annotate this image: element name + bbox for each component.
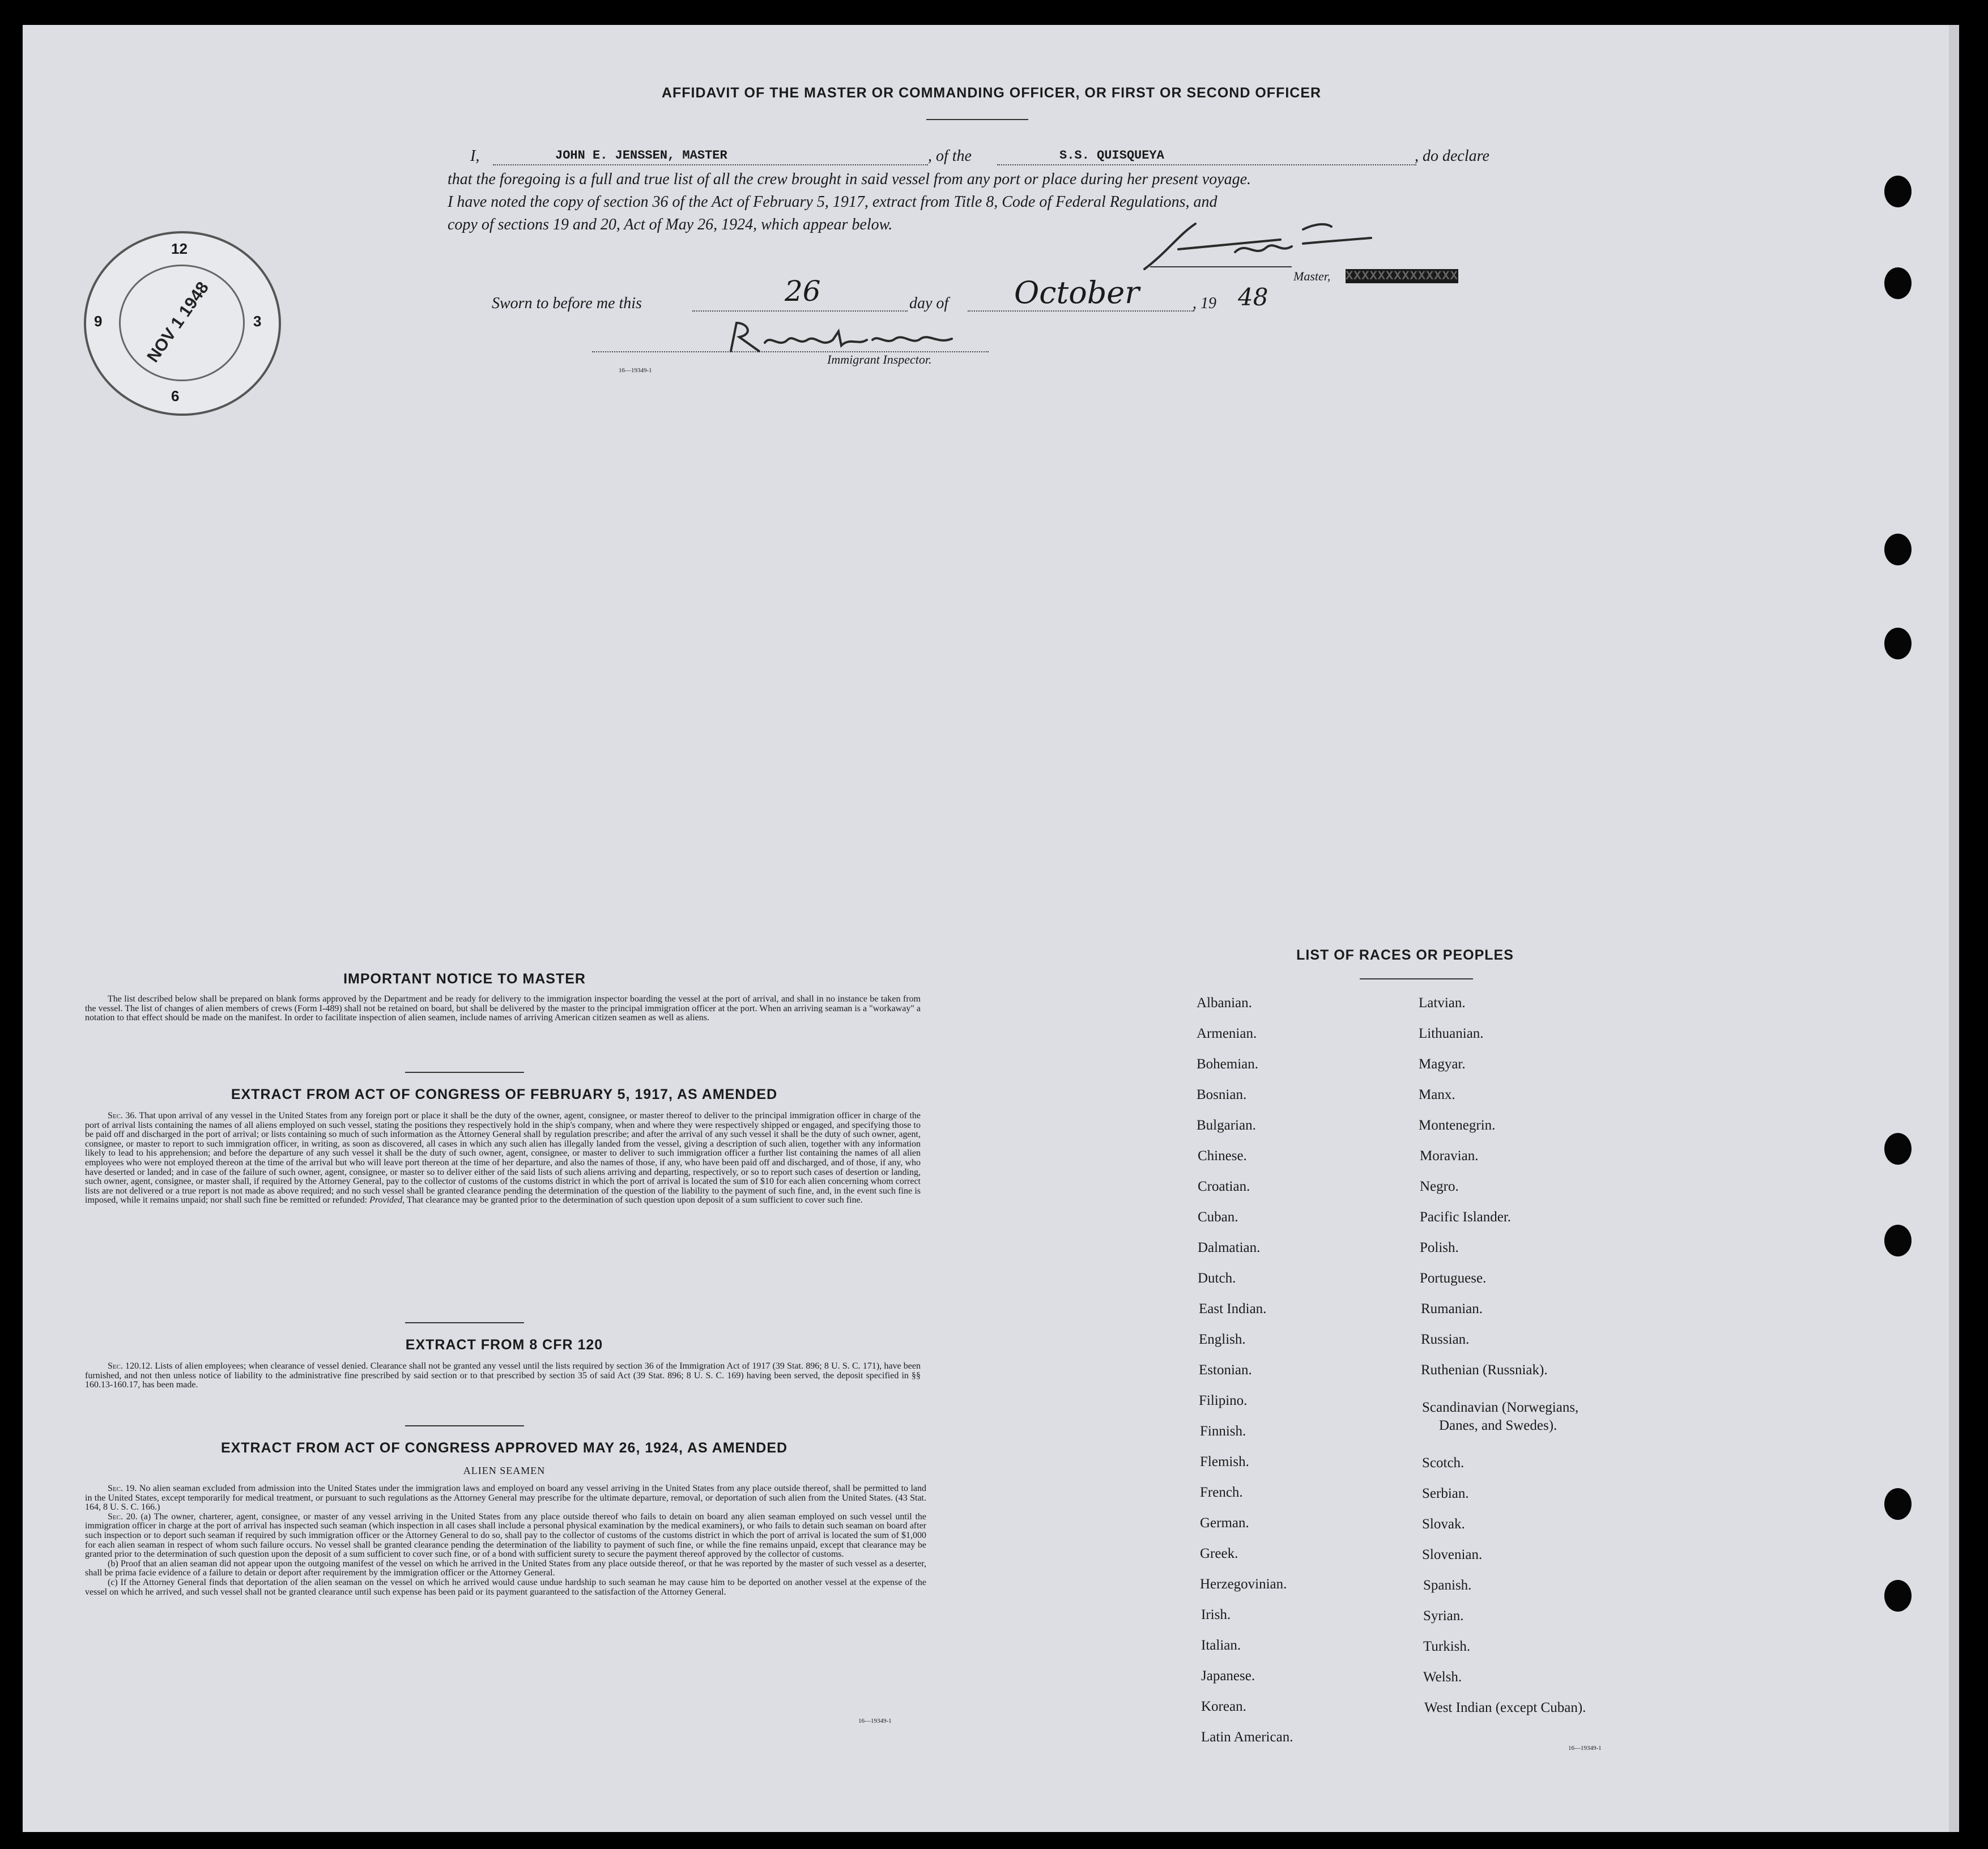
sworn-day-handwritten: 26 xyxy=(785,275,821,308)
day-line xyxy=(692,310,908,312)
binder-hole xyxy=(1884,1225,1912,1256)
sec-20a-paragraph xyxy=(85,1513,926,1560)
sec-120-paragraph xyxy=(85,1362,921,1390)
extract-cfr-title: EXTRACT FROM 8 CFR 120 xyxy=(405,1337,603,1353)
race-item: Estonian. xyxy=(1199,1362,1252,1378)
date-stamp xyxy=(84,231,281,416)
race-item: Armenian. xyxy=(1197,1026,1257,1041)
do-declare-label: , do declare xyxy=(1415,147,1489,165)
race-item: Negro. xyxy=(1420,1179,1459,1194)
race-item: Rumanian. xyxy=(1421,1301,1483,1317)
race-item: Finnish. xyxy=(1200,1424,1246,1439)
race-item: Italian. xyxy=(1201,1638,1241,1653)
races-title-rule xyxy=(1360,978,1473,979)
extract-1917-body xyxy=(85,1111,921,1205)
stamp-ring-9: 9 xyxy=(94,313,103,330)
title-rule xyxy=(926,119,1028,120)
race-item: Albanian. xyxy=(1197,995,1252,1011)
sec-19-label: Sec. 19. xyxy=(108,1484,137,1493)
sec-20c-paragraph: (c) If the Attorney General finds that deportation of the alien seaman on the vessel on which he arrived would cause undue hardship to such seaman he may cause him to be deported on another vessel at the expense of the vessel on which he arrived, and such vessel shall not be granted clearance until such expense has been paid or its payment guaranteed to the satisfaction of the Attorney General. xyxy=(85,1577,926,1597)
stamp-ring-3: 3 xyxy=(253,313,262,330)
stamp-ring-6: 6 xyxy=(171,387,180,404)
year-handwritten: 48 xyxy=(1238,283,1268,311)
form-number: 16—19349-1 xyxy=(619,367,652,374)
day-of-label: day of xyxy=(909,295,949,312)
sec-36-paragraph xyxy=(85,1111,921,1205)
race-item: West Indian (except Cuban). xyxy=(1424,1700,1586,1715)
race-item: Herzegovinian. xyxy=(1200,1577,1287,1592)
section-rule xyxy=(405,1072,524,1073)
binder-hole xyxy=(1884,176,1912,207)
master-name-line xyxy=(493,164,928,165)
race-item: Polish. xyxy=(1420,1240,1459,1255)
i-label: I, xyxy=(470,147,480,165)
affidavit-line-4: copy of sections 19 and 20, Act of May 26, 1924, which appear below. xyxy=(448,216,893,233)
form-number: 16—19349-1 xyxy=(858,1718,892,1724)
race-item: Scotch. xyxy=(1422,1455,1465,1471)
race-item: Manx. xyxy=(1419,1087,1455,1102)
notice-title: IMPORTANT NOTICE TO MASTER xyxy=(343,971,586,987)
sec-36-text: That upon arrival of any vessel in the United States from any foreign port or place it shall be the duty of the owner, agent, consignee, or master thereof to deliver to the principal immigration officer in charge of the port of arrival lists containing the names of all aliens employed on such vessel, stating the positions they respectively hold in the ship's company, when and where they were respectively shipped or engaged, and specifying those to be paid off and discharged in the port of arrival; or lists containing so much of such information as the Attorney General shall by regulation prescribe; and after the arrival of any such vessel it shall be the duty of such owner, agent, consignee, or master to report to such immigration officer, in writing, as soon as discovered, all cases in which any such alien has illegally landed from the vessel, giving a description of such alien, together with any information likely to lead to his apprehension; and before the departure of any such vessel it shall be the duty of such owner, agent, consignee, or master to deliver to such immigration officer a further list containing the names of all alien employees who were not employed thereon at the time of the arrival but who will leave port thereon at the time of her departure, and also the names of those, if any, who have been paid off and discharged, and of those, if any, who have deserted or landed; and in case of the failure of such owner, agent, consignee, or master so to deliver either of the said lists of such aliens arriving and departing, respectively, or so to report such cases of desertion or landing, such owner, agent, consignee, or master shall, if required by the Attorney General, pay to the collector of customs of the customs district in which the port of arrival is located the sum of $10 for each alien concerning whom correct lists are not delivered or a true report is not made as above required; and no such vessel shall be granted clearance pending the determination of the question of the liability to the payment of such fine, and, in the event such fine is imposed, while it remains unpaid; nor shall such fine be remitted or refunded: xyxy=(85,1111,921,1205)
section-rule xyxy=(405,1425,524,1426)
race-item: Bosnian. xyxy=(1197,1087,1247,1102)
race-item: Serbian. xyxy=(1422,1486,1469,1501)
binder-hole xyxy=(1884,1580,1912,1612)
extract-1917-title: EXTRACT FROM ACT OF CONGRESS OF FEBRUARY 5, 1917, AS AMENDED xyxy=(231,1087,778,1102)
binder-hole xyxy=(1884,534,1912,565)
form-number: 16—19349-1 xyxy=(1568,1745,1602,1752)
sworn-label: Sworn to before me this xyxy=(492,295,642,312)
extract-1924-title: EXTRACT FROM ACT OF CONGRESS APPROVED MAY 26, 1924, AS AMENDED xyxy=(220,1440,788,1456)
race-item: Russian. xyxy=(1421,1332,1470,1347)
master-label: Master, xyxy=(1293,269,1331,283)
race-item: Scandinavian (Norwegians, xyxy=(1422,1400,1579,1415)
of-the-label: , of the xyxy=(928,147,972,165)
binder-hole xyxy=(1884,628,1912,659)
stamp-ring-12: 12 xyxy=(171,240,188,257)
year-prefix: , 19 xyxy=(1193,295,1216,312)
extract-cfr-body xyxy=(85,1362,921,1390)
race-item: Cuban. xyxy=(1198,1209,1238,1225)
race-item: Montenegrin. xyxy=(1419,1118,1496,1133)
inspector-label: Immigrant Inspector. xyxy=(827,352,932,367)
sec-20b-paragraph: (b) Proof that an alien seaman did not appear upon the outgoing manifest of the vessel on which he arrived in the United States from any place outside thereof, or that he was reported by the master of such vessel as a deserter, shall be prima facie evidence of a failure to detain or deport after requirement by the immigration officer or the Attorney General. xyxy=(85,1558,926,1578)
race-item: Filipino. xyxy=(1199,1393,1248,1408)
race-item: Lithuanian. xyxy=(1419,1026,1484,1041)
notice-paragraph: The list described below shall be prepared on blank forms approved by the Department and be ready for delivery to the immigration inspector boarding the vessel at the port of arrival, and shall in no instance be taken from the vessel. The list of changes of alien members of crews (Form I-489) shall not be retained on board, but shall be delivered by the master to the principal immigration officer at the port. When an arriving seaman is a "workaway" a notation to that effect should be made on the manifest. In order to facilitate inspection of alien seamen, include names of arriving American citizen seamen as well as aliens. xyxy=(85,994,921,1023)
race-item: English. xyxy=(1199,1332,1246,1347)
notice-body xyxy=(85,995,921,1023)
race-item: French. xyxy=(1200,1485,1243,1500)
race-item: Syrian. xyxy=(1423,1608,1464,1624)
race-item: Greek. xyxy=(1200,1546,1238,1561)
race-item: Danes, and Swedes). xyxy=(1439,1418,1557,1433)
race-item: Welsh. xyxy=(1423,1669,1462,1685)
race-item: Croatian. xyxy=(1198,1179,1250,1194)
month-line xyxy=(968,310,1194,312)
race-item: Dutch. xyxy=(1198,1271,1236,1286)
provided-label: Provided, xyxy=(369,1195,405,1205)
binder-hole xyxy=(1884,267,1912,299)
sworn-month-handwritten: October xyxy=(1014,275,1140,310)
race-item: East Indian. xyxy=(1199,1301,1267,1317)
race-item: Latin American. xyxy=(1201,1729,1293,1745)
sec-36-label: Sec. 36. xyxy=(108,1111,137,1121)
extract-1924-body xyxy=(85,1484,926,1597)
race-item: Flemish. xyxy=(1200,1454,1249,1469)
binder-hole xyxy=(1884,1488,1912,1520)
affidavit-line-2: that the foregoing is a full and true list of all the crew brought in said vessel from any port or place during her present voyage. xyxy=(448,171,1251,188)
sec-20a-text: (a) The owner, charterer, agent, consignee, or master of any vessel arriving in the United States from any place outside thereof who fails to detain on board any alien seaman employed on such vessel until the immigration officer in charge at the port of arrival has inspected such seaman (which inspection in all cases shall include a personal physical examination by the medical examiners), or who fails to detain such seaman on board after such inspection or to deport such seaman if required by such immigration officer or the Attorney General to do so, shall pay to the collector of customs of the customs district in which the port of arrival is located the sum of $1,000 for each alien seaman in respect of whom such failure occurs. No vessel shall be granted clearance pending the determination of the liability to payment of such fine, or while the fine remains unpaid, except that clearance may be granted prior to the determination of such question upon the deposit of a sum sufficient to cover such fine, or of a bond with sufficient surety to secure the payment thereof approved by the collector of customs. xyxy=(85,1511,926,1560)
sec-19-text: No alien seaman excluded from admission into the United States under the immigration laws and employed on board any vessel arriving in the United States from any place outside thereof, shall be permitted to land in the United States, except temporarily for medical treatment, or pursuant to such regulations as the Attorney General may prescribe for the ultimate departure, removal, or deportation of such alien from the United States. (43 Stat. 164, 8 U. S. C. 166.) xyxy=(85,1484,927,1513)
race-item: Chinese. xyxy=(1198,1148,1247,1164)
race-item: Slovak. xyxy=(1422,1516,1465,1532)
race-item: German. xyxy=(1200,1515,1249,1531)
sec-20-label: Sec. 20. xyxy=(108,1511,138,1522)
affidavit-title: AFFIDAVIT OF THE MASTER OR COMMANDING OFFICER, OR FIRST OR SECOND OFFICER xyxy=(661,85,1322,101)
race-item: Turkish. xyxy=(1423,1639,1471,1654)
race-item: Ruthenian (Russniak). xyxy=(1421,1362,1548,1378)
race-item: Latvian. xyxy=(1419,995,1466,1011)
alien-seamen-subtitle: ALIEN SEAMEN xyxy=(463,1465,546,1476)
vessel-field: S.S. QUISQUEYA xyxy=(1059,148,1164,163)
race-item: Slovenian. xyxy=(1422,1547,1483,1562)
race-item: Portuguese. xyxy=(1420,1271,1487,1286)
page-edge xyxy=(1949,25,1959,1832)
race-item: Moravian. xyxy=(1420,1148,1479,1164)
race-item: Bohemian. xyxy=(1197,1056,1259,1072)
race-item: Magyar. xyxy=(1419,1056,1466,1072)
race-item: Spanish. xyxy=(1423,1578,1472,1593)
race-item: Irish. xyxy=(1201,1607,1231,1622)
sec-120-label: Sec. 120.12. xyxy=(108,1361,153,1371)
sec-19-paragraph xyxy=(85,1484,926,1513)
affidavit-line-3: I have noted the copy of section 36 of the Act of February 5, 1917, extract from Title 8, Code of Federal Regulations, and xyxy=(448,193,1218,211)
race-item: Japanese. xyxy=(1201,1668,1255,1684)
master-name-field: JOHN E. JENSSEN, MASTER xyxy=(555,148,727,163)
sec-120-text: Lists of alien employees; when clearance of vessel denied. Clearance shall not be granted any vessel until the lists required by section 36 of the Immigration Act of 1917 (39 Stat. 896; 8 U. S. C. 171), have been furnished, and not then unless notice of liability to the administrative fine prescribed by said section or to that prescribed by section 35 of said Act (39 Stat. 896; 8 U. S. C. 169) having been served, the deposit specified in §§ 160.13-160.17, has been made. xyxy=(85,1361,921,1390)
race-item: Dalmatian. xyxy=(1198,1240,1261,1255)
vessel-line xyxy=(997,164,1416,165)
master-signature-line xyxy=(1150,266,1292,267)
sec-36-text-end: That clearance may be granted prior to the determination of such question upon deposit of a sum sufficient to cover such fine. xyxy=(406,1195,863,1205)
section-rule xyxy=(405,1322,524,1323)
binder-hole xyxy=(1884,1133,1912,1165)
race-item: Pacific Islander. xyxy=(1420,1209,1512,1225)
race-item: Korean. xyxy=(1201,1699,1246,1714)
races-title: LIST OF RACES OR PEOPLES xyxy=(1296,947,1514,963)
struck-officer-title: XXXXXXXXXXXXXX xyxy=(1346,269,1458,283)
race-item: Bulgarian. xyxy=(1197,1118,1256,1133)
stamp-date: NOV 1 1948 xyxy=(143,278,213,366)
